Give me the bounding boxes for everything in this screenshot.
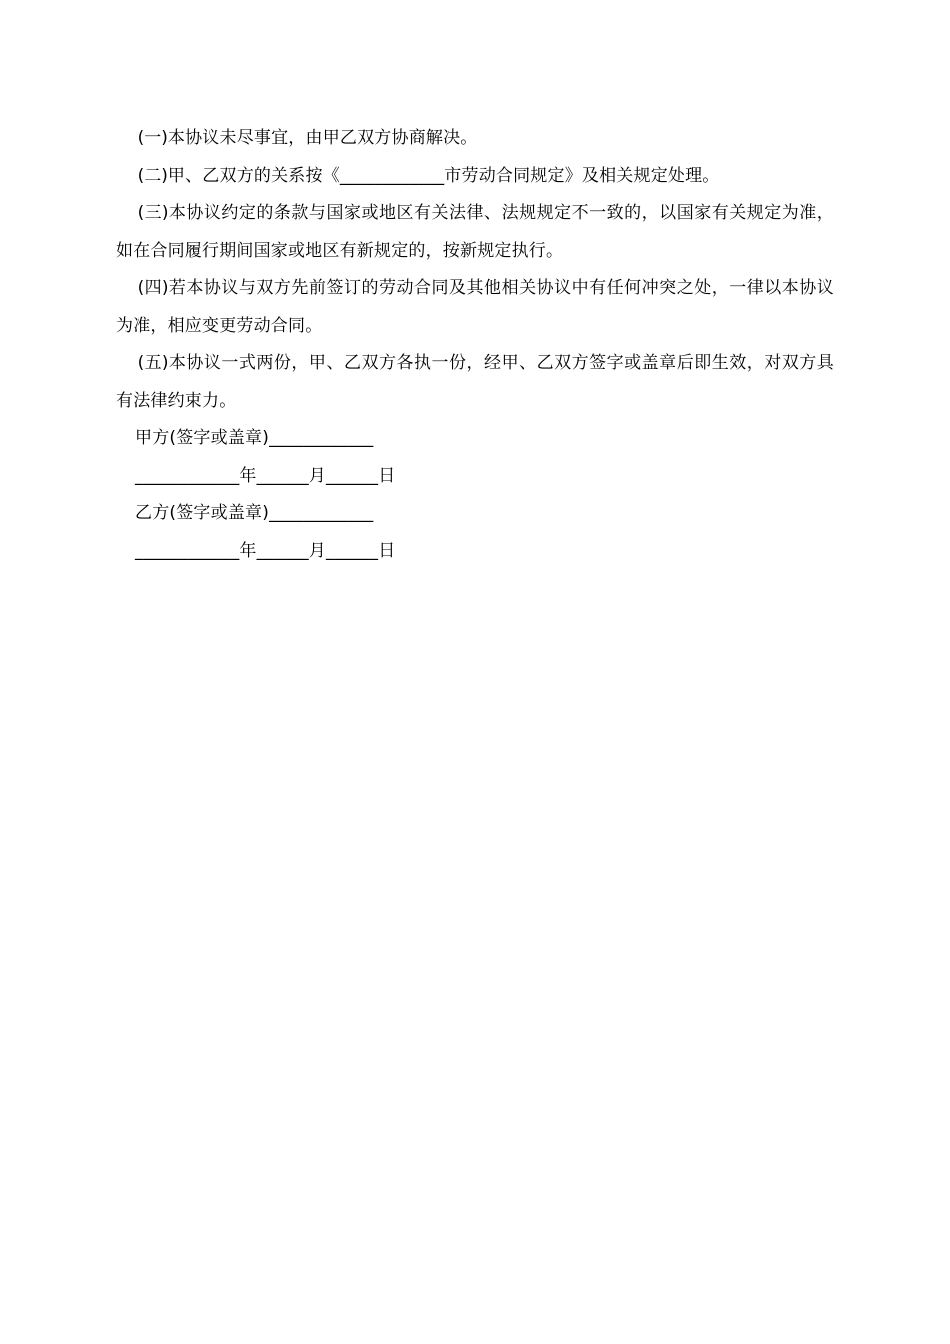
clause-text: 本协议约定的条款与国家或地区有关法律、法规规定不一致的，以国家有关规定为准，如在合同履行期间国家或地区有新规定的，按新规定执行。 <box>116 203 834 261</box>
clause-text: 若本协议与双方先前签订的劳动合同及其他相关协议中有任何冲突之处，一律以本协议为准，相应变更劳动合同。 <box>116 278 834 336</box>
clause-3 <box>116 195 834 270</box>
party-a-signature-line: 甲方(签字或盖章)____________ <box>135 428 374 448</box>
agreement-body <box>116 120 834 570</box>
clause-text: 甲、乙双方的关系按《____________市劳动合同规定》及相关规定处理。 <box>167 165 720 186</box>
party-a-date-line: ____________年______月______日 <box>135 465 396 486</box>
clause-text: 本协议一式两份，甲、乙双方各执一份，经甲、乙双方签字或盖章后即生效，对双方具有法律约束力。 <box>116 353 834 411</box>
clause-text: 本协议未尽事宜，由甲乙双方协商解决。 <box>167 128 478 148</box>
clause-number: (三) <box>137 203 169 223</box>
party-b-signature-line: 乙方(签字或盖章)____________ <box>135 503 374 523</box>
clause-4 <box>116 270 834 345</box>
clause-number: (五) <box>137 353 169 373</box>
clause-2 <box>116 158 834 196</box>
clause-number: (二) <box>137 165 168 186</box>
party-b-date-line: ____________年______月______日 <box>135 540 396 561</box>
clause-5 <box>116 345 834 420</box>
clause-number: (一) <box>137 128 168 148</box>
clause-1 <box>116 120 834 158</box>
clause-number: (四) <box>137 278 169 298</box>
